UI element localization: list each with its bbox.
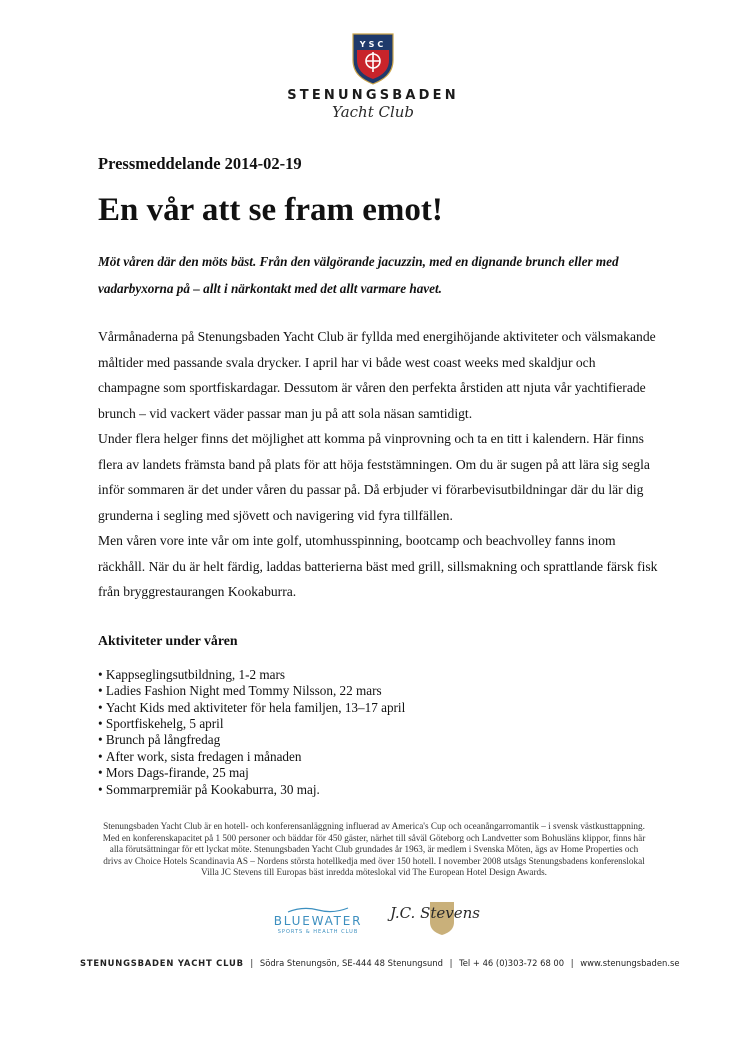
list-item: • Ladies Fashion Night med Tommy Nilsson, 22 mars xyxy=(98,683,658,699)
company-name: STENUNGSBADEN YACHT CLUB xyxy=(80,958,244,968)
brand-name: STENUNGSBADEN xyxy=(287,88,459,103)
contact-bar xyxy=(80,958,680,968)
bluewater-subtitle: SPORTS & HEALTH CLUB xyxy=(277,929,359,935)
body-paragraph: Vårmånaderna på Stenungsbaden Yacht Club är fyllda med energihöjande aktiviteter och välsmakande måltider med passande svala drycker. I april har vi både west coast weeks med skaldjur och champagne som sportfiskardagar. Dessutom är våren den perfekta årstiden att njuta vår yachtifierade brunch – vid vackert väder passar man ju på att sola näsan samtidigt. xyxy=(98,329,656,421)
separator: | xyxy=(570,958,574,968)
jc-stevens-logo xyxy=(390,900,490,936)
headline: En vår att se fram emot! xyxy=(98,192,443,228)
address: Södra Stenungsön, SE-444 48 Stenungsund xyxy=(259,958,443,968)
partner-logos xyxy=(0,900,746,940)
body-paragraph: Under flera helger finns det möjlighet att komma på vinprovning och ta en titt i kalendern. Här finns flera av landets främsta band på plats för att höja feststämningen. Om du är sugen på att lära sig segla inför sommaren är det under våren du passar på. Då erbjuder vi förarbevisutbildningar där du lär dig grunderna i segling med sjövett och navigering vid fyra tillfällen. xyxy=(98,431,650,523)
phone: Tel + 46 (0)303-72 68 00 xyxy=(459,958,565,968)
bluewater-name: BLUEWATER xyxy=(273,914,363,928)
separator: | xyxy=(250,958,254,968)
list-item: • After work, sista fredagen i månaden xyxy=(98,749,658,765)
list-item: • Sommarpremiär på Kookaburra, 30 maj. xyxy=(98,782,658,798)
list-item: • Sportfiskehelg, 5 april xyxy=(98,716,658,732)
logo-block xyxy=(0,30,746,121)
list-item: • Kappseglingsutbildning, 1-2 mars xyxy=(98,667,658,683)
stevens-name: J.C. Stevens xyxy=(390,904,480,922)
activities-list xyxy=(98,667,658,798)
list-item: • Brunch på långfredag xyxy=(98,732,658,748)
activities-heading: Aktiviteter under våren xyxy=(98,632,238,648)
list-item: • Mors Dags-firande, 25 maj xyxy=(98,765,658,781)
about-footer-text: Stenungsbaden Yacht Club är en hotell- och konferensanläggning influerad av America's Cup och oceanångarromantik – i svensk västkusttappning. Med en konferenskapacitet på 1 500 personer och bäddar för 450 gäster, närhet till såväl Göteborg och Landvetter som Bohusläns klippor, finns här alla förutsättningar för ett lyckat möte. Stenungsbaden Yacht Club grundades år 1963, är medlem i Svenska Möten, ägs av Home Properties och drivs av Choice Hotels Scandinavia AS – Nordens största hotellkedja med över 150 hotell. I november 2008 utsågs Stenungsbadens konferenslokal Villa JC Stevens till Europas bäst inredda möteslokal vid The European Hotel Design Awards. xyxy=(102,821,646,878)
brand-subtitle: Yacht Club xyxy=(331,103,415,121)
website-link[interactable]: www.stenungsbaden.se xyxy=(580,958,680,968)
bluewater-logo xyxy=(268,906,368,935)
body-paragraph: Men våren vore inte vår om inte golf, utomhusspinning, bootcamp och beachvolley fanns inom räckhåll. När du är helt färdig, laddas batterierna bäst med grill, sillsmakning och sprattlande färsk fisk från bryggrestaurangen Kookaburra. xyxy=(98,533,658,600)
separator: | xyxy=(449,958,453,968)
yacht-club-crest-icon xyxy=(349,30,397,86)
crest-letters: YSC xyxy=(359,40,387,49)
list-item: • Yacht Kids med aktiviteter för hela familjen, 13–17 april xyxy=(98,700,658,716)
wave-icon xyxy=(268,906,368,914)
press-release-content xyxy=(98,154,658,798)
press-release-date: Pressmeddelande 2014-02-19 xyxy=(98,154,302,173)
lead-paragraph: Möt våren där den möts bäst. Från den välgörande jacuzzin, med en dignande brunch eller med vadarbyxorna på – allt i närkontakt med det allt varmare havet. xyxy=(98,254,619,297)
